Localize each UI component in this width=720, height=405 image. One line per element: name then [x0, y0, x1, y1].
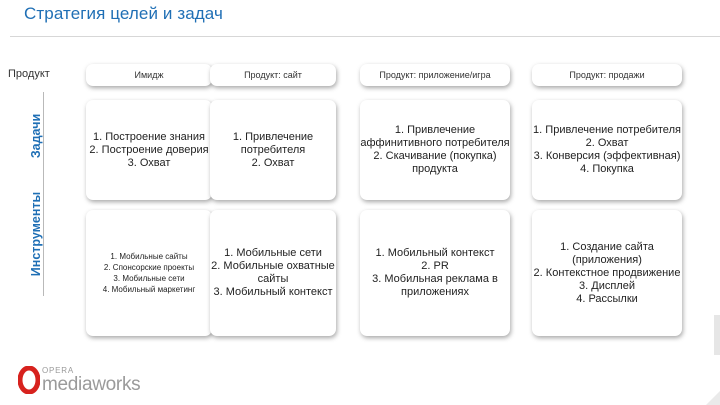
tasks-cell-site: [210, 100, 336, 200]
list-item: Конверсия (эффективная): [545, 150, 681, 162]
list-item: Дисплей: [591, 279, 635, 292]
list-item: PR: [433, 260, 449, 272]
decorative-edge: [704, 315, 720, 355]
tasks-list: [210, 131, 336, 170]
instruments-list: [360, 247, 510, 299]
list-item: Мобильные сети: [236, 247, 322, 259]
row-label-product: Продукт: [8, 68, 50, 80]
list-item: Скачивание (покупка) продукта: [385, 150, 497, 175]
list-item: Покупка: [592, 163, 634, 175]
page-title: Стратегия целей и задач: [24, 4, 223, 23]
column-header-app: [360, 64, 510, 86]
tasks-cell-app: [360, 100, 510, 200]
tasks-list: [89, 131, 208, 170]
column-header-sales: [532, 64, 682, 86]
list-item: Мобильный контекст: [387, 247, 495, 259]
column-header-label: Имидж: [134, 70, 164, 80]
decorative-corner: [706, 391, 720, 405]
tasks-list: [360, 124, 510, 176]
list-item: Построение знания: [105, 130, 205, 143]
list-item: Охват: [263, 156, 295, 169]
list-item: Контекстное продвижение: [545, 266, 681, 279]
list-item: Привлечение аффинитивного потребителя: [360, 124, 510, 149]
side-label-instruments: [17, 172, 55, 296]
column-header-label: Продукт: приложение/игра: [379, 70, 491, 80]
side-label-instruments-text: Инструменты: [29, 191, 43, 277]
instruments-list: [532, 241, 682, 306]
list-item: Рассылки: [588, 292, 638, 305]
column-header-site: [210, 64, 336, 86]
column-header-label: Продукт: сайт: [244, 70, 302, 80]
instruments-list: [103, 251, 196, 295]
list-item: Мобильные сети: [122, 274, 185, 283]
list-item: Построение доверия: [101, 143, 209, 156]
tasks-cell-sales: [532, 100, 682, 200]
list-item: Привлечение потребителя: [240, 130, 314, 156]
list-item: Мобильные сайты: [119, 252, 188, 261]
instruments-cell-app: [360, 210, 510, 336]
side-divider: [43, 92, 44, 296]
logo-brand-small: OPERA: [42, 366, 75, 375]
column-header-image: [86, 64, 212, 86]
list-item: Мобильная реклама в приложениях: [384, 273, 498, 298]
title-divider: [10, 36, 720, 37]
list-item: Мобильные охватные сайты: [223, 260, 335, 285]
instruments-cell-image: [86, 210, 212, 336]
list-item: Создание сайта (приложения): [572, 240, 654, 266]
column-header-label: Продукт: продажи: [569, 70, 645, 80]
opera-o-icon: [18, 366, 40, 394]
instruments-list: [210, 247, 336, 299]
side-label-tasks: [17, 96, 55, 176]
list-item: Охват: [139, 156, 171, 169]
list-item: Привлечение потребителя: [545, 124, 681, 136]
logo-brand-name: mediaworks: [42, 374, 141, 395]
instruments-cell-sales: [532, 210, 682, 336]
tasks-list: [533, 124, 681, 176]
list-item: Спонсорские проекты: [112, 263, 195, 272]
instruments-cell-site: [210, 210, 336, 336]
side-label-tasks-text: Задачи: [29, 113, 43, 159]
list-item: Мобильный маркетинг: [111, 285, 196, 294]
list-item: Охват: [597, 137, 629, 149]
list-item: Мобильный контекст: [225, 286, 333, 298]
tasks-cell-image: [86, 100, 212, 200]
